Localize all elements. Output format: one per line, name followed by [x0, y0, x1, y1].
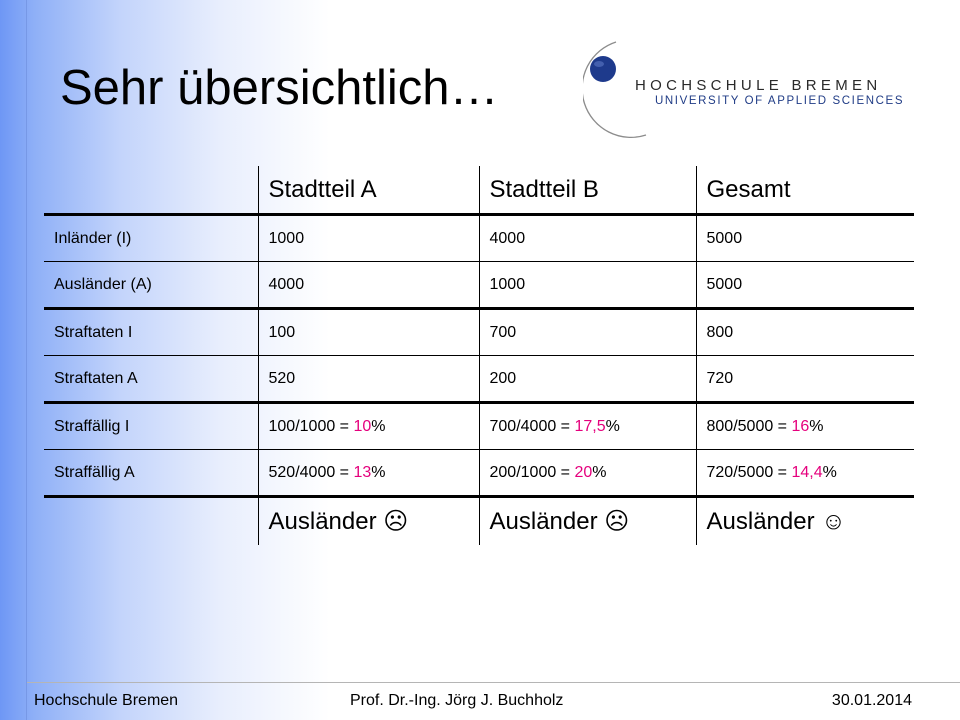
row-label: Ausländer (A) [44, 262, 258, 309]
footer-institution: Hochschule Bremen [34, 692, 179, 709]
footer-date: 30.01.2014 [831, 692, 912, 709]
rate-value: 20 [574, 463, 593, 481]
table-header-stadtteil-a: Stadtteil A [258, 166, 479, 215]
rate-value: 14,4 [791, 463, 823, 481]
rate-unit: % [371, 417, 386, 435]
table-cell: 200 [479, 356, 696, 403]
table-cell: 5000 [696, 262, 914, 309]
table-cell: 100 [258, 309, 479, 356]
table-cell-rate [696, 450, 914, 497]
rate-value: 16 [791, 417, 810, 435]
rate-formula: 720/5000 = [706, 463, 792, 481]
footer-author: Prof. Dr.-Ing. Jörg J. Buchholz [350, 692, 564, 709]
table-header-row [44, 166, 914, 215]
row-label: Straftaten I [44, 309, 258, 356]
row-label: Inländer (I) [44, 215, 258, 262]
smile-icon: ☺ [821, 507, 846, 535]
table-cell: 1000 [258, 215, 479, 262]
rate-value: 10 [353, 417, 372, 435]
table-cell-rate [479, 403, 696, 450]
rate-formula: 100/1000 = [268, 417, 354, 435]
table-row-straftaten-a [44, 356, 914, 403]
table-row-straftaten-i [44, 309, 914, 356]
table-cell-rate [696, 403, 914, 450]
rate-unit: % [605, 417, 620, 435]
table-cell: 5000 [696, 215, 914, 262]
table-header-stadtteil-b: Stadtteil B [479, 166, 696, 215]
table-cell-rate [258, 450, 479, 497]
frown-icon: ☹ [604, 508, 630, 535]
table-header-empty [44, 166, 258, 215]
verdict-stadtteil-a [258, 497, 479, 546]
logo-tagline: UNIVERSITY OF APPLIED SCIENCES [655, 95, 905, 107]
slide-title: Sehr übersichtlich… [60, 61, 499, 115]
table-row-straffaellig-a [44, 450, 914, 497]
table-cell: 800 [696, 309, 914, 356]
table-cell-rate [258, 403, 479, 450]
table-cell: 4000 [479, 215, 696, 262]
table-cell: 720 [696, 356, 914, 403]
rate-value: 17,5 [574, 417, 606, 435]
verdict-text: Ausländer [268, 508, 377, 535]
rate-value: 13 [353, 463, 372, 481]
row-label: Straffällig I [44, 403, 258, 450]
table-row-inlaender [44, 215, 914, 262]
rate-unit: % [592, 463, 607, 481]
footer-divider [27, 682, 960, 683]
table-header-gesamt: Gesamt [696, 166, 914, 215]
logo-name: HOCHSCHULE BREMEN [635, 77, 882, 94]
table-cell-rate [479, 450, 696, 497]
hochschule-bremen-logo [583, 38, 923, 148]
statistics-table [44, 166, 914, 545]
footer-empty-cell [44, 497, 258, 546]
table-cell: 4000 [258, 262, 479, 309]
rate-unit: % [371, 463, 386, 481]
verdict-stadtteil-b [479, 497, 696, 546]
rate-unit: % [822, 463, 837, 481]
table-row-straffaellig-i [44, 403, 914, 450]
row-label: Straftaten A [44, 356, 258, 403]
table-footer-row [44, 497, 914, 546]
rate-formula: 200/1000 = [489, 463, 575, 481]
verdict-gesamt [696, 497, 914, 546]
table-cell: 1000 [479, 262, 696, 309]
rate-formula: 520/4000 = [268, 463, 354, 481]
verdict-text: Ausländer [706, 507, 815, 535]
left-edge-line [26, 0, 27, 720]
table-cell: 520 [258, 356, 479, 403]
rate-unit: % [809, 417, 824, 435]
frown-icon: ☹ [383, 508, 409, 535]
verdict-text: Ausländer [489, 508, 598, 535]
row-label: Straffällig A [44, 450, 258, 497]
rate-formula: 700/4000 = [489, 417, 575, 435]
table-cell: 700 [479, 309, 696, 356]
rate-formula: 800/5000 = [706, 417, 792, 435]
table-row-auslaender [44, 262, 914, 309]
